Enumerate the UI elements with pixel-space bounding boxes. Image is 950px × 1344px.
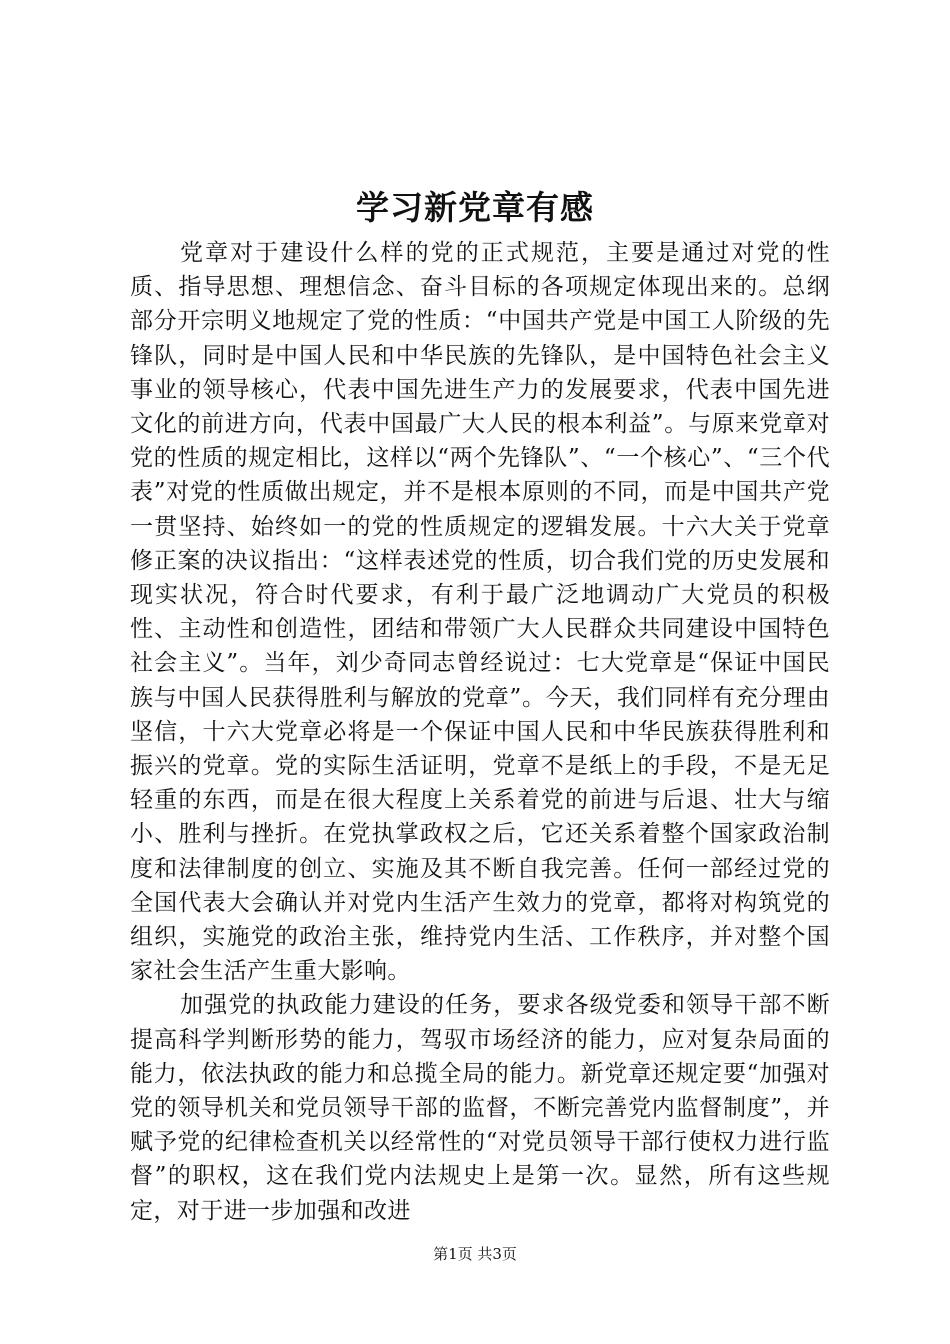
document-body (130, 236, 830, 1228)
document-title: 学习新党章有感 (356, 188, 594, 227)
paragraph-1: 党章对于建设什么样的党的正式规范，主要是通过对党的性质、指导思想、理想信念、奋斗目标的各项规定体现出来的。总纲部分开宗明义地规定了党的性质：“中国共产党是中国工人阶级的先锋队，同时是中国人民和中华民族的先锋队，是中国特色社会主义事业的领导核心，代表中国先进生产力的发展要求，代表中国先进文化的前进方向，代表中国最广大人民的根本利益”。与原来党章对党的性质的规定相比，这样以“两个先锋队”、“一个核心”、“三个代表”对党的性质做出规定，并不是根本原则的不同，而是中国共产党一贯坚持、始终如一的党的性质规定的逻辑发展。十六大关于党章修正案的决议指出：“这样表述党的性质，切合我们党的历史发展和现实状况，符合时代要求，有利于最广泛地调动广大党员的积极性、主动性和创造性，团结和带领广大人民群众共同建设中国特色社会主义”。当年，刘少奇同志曾经说过：七大党章是“保证中国民族与中国人民获得胜利与解放的党章”。今天，我们同样有充分理由坚信，十六大党章必将是一个保证中国人民和中华民族获得胜利和振兴的党章。党的实际生活证明，党章不是纸上的手段，不是无足轻重的东西，而是在很大程度上关系着党的前进与后退、壮大与缩小、胜利与挫折。在党执掌政权之后，它还关系着整个国家政治制度和法律制度的创立、实施及其不断自我完善。任何一部经过党的全国代表大会确认并对党内生活产生效力的党章，都将对构筑党的组织，实施党的政治主张，维持党内生活、工作秩序，并对整个国家社会生活产生重大影响。 (130, 240, 830, 985)
paragraph-2: 加强党的执政能力建设的任务，要求各级党委和领导干部不断提高科学判断形势的能力，驾驭市场经济的能力，应对复杂局面的能力，依法执政的能力和总揽全局的能力。新党章还规定要“加强对党的领导机关和党员领导干部的监督，不断完善党内监督制度”，并赋予党的纪律检查机关以经常性的“对党员领导干部行使权力进行监督”的职权，这在我们党内法规史上是第一次。显然，所有这些规定，对于进一步加强和改进 (130, 992, 830, 1224)
page-number: 第1页 共3页 (433, 1245, 517, 1263)
